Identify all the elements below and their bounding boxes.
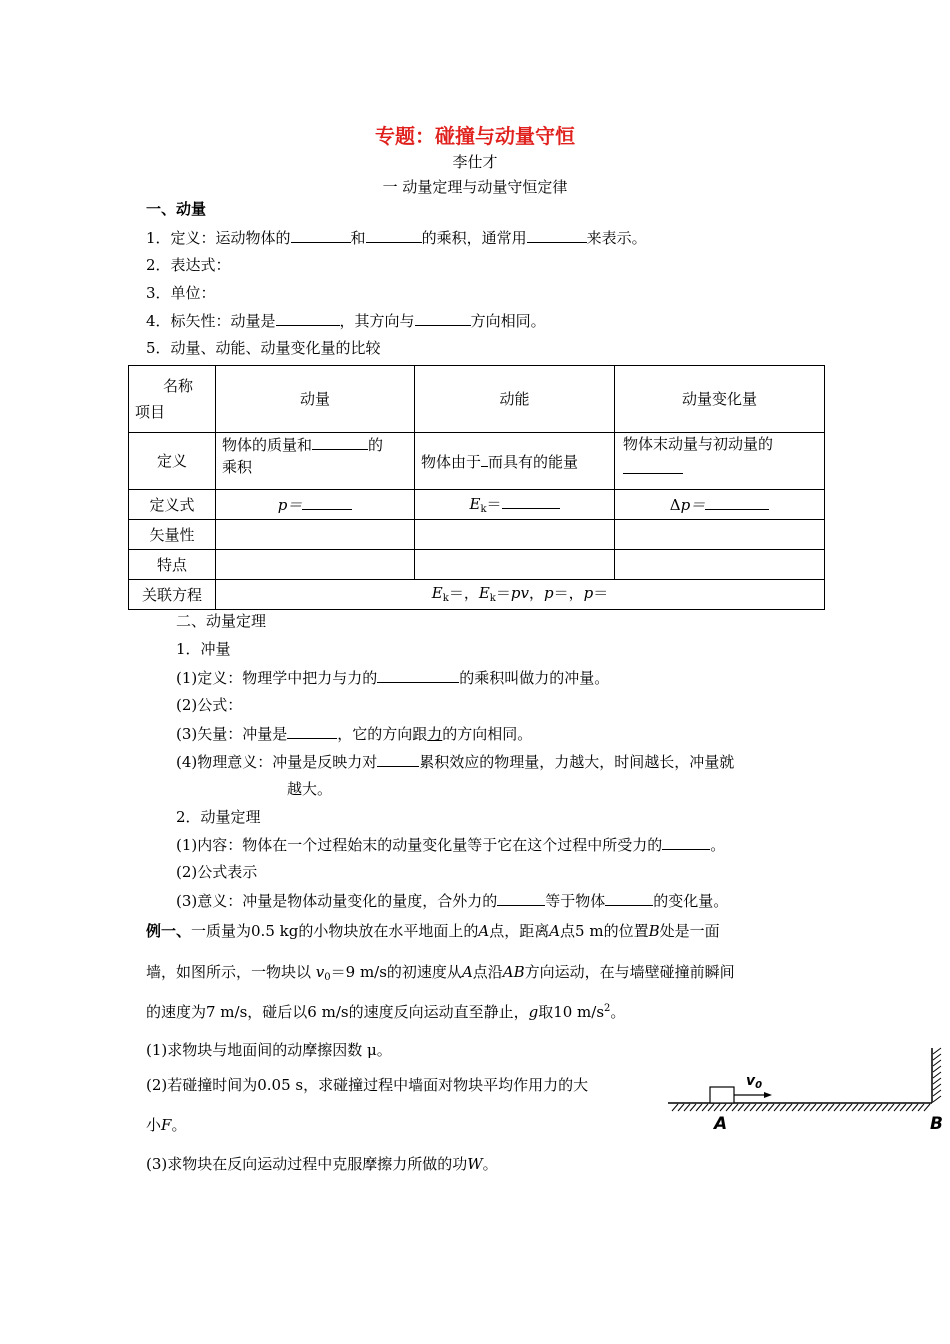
hatch-mark <box>918 1104 924 1111</box>
text: (1)内容：物体在一个过程始末的动量变化量等于它在这个过程中所受力的 <box>176 836 663 854</box>
question-1: (1)求物块与地面间的动摩擦因数 μ。 <box>146 1041 392 1059</box>
text: 的乘积叫做力的冲量。 <box>459 669 610 687</box>
cell-empty <box>415 550 615 580</box>
ground-hatch <box>668 1103 932 1111</box>
text: 取10 m/s <box>538 1003 605 1021</box>
text: 乘积 <box>222 458 253 476</box>
blank <box>377 752 419 767</box>
question-2-cont <box>146 1116 186 1134</box>
point-a-label: A <box>714 1114 728 1134</box>
text: 处是一面 <box>659 922 720 940</box>
hatch-mark <box>834 1104 840 1111</box>
page-title: 专题：碰撞与动量守恒 <box>375 124 575 148</box>
hatch-mark <box>864 1104 870 1111</box>
hatch-mark <box>786 1104 792 1111</box>
blank <box>377 668 459 683</box>
ground-hatches <box>672 1104 930 1111</box>
text: ＝， <box>553 584 584 602</box>
text: ＝ <box>486 494 502 513</box>
hatch-mark <box>702 1104 708 1111</box>
example-label: 例一、 <box>146 922 192 940</box>
hatch-mark <box>933 1078 941 1084</box>
text: 1．定义：运动物体的 <box>146 229 291 247</box>
text: p <box>543 584 554 602</box>
row-label-formula: 定义式 <box>129 490 216 520</box>
wall-hatches <box>933 1048 941 1102</box>
theorem-content <box>176 835 725 854</box>
text: 0 <box>755 1080 763 1091</box>
author: 李仕才 <box>452 153 498 171</box>
row-label-relation: 关联方程 <box>129 580 216 610</box>
theorem-heading: 2．动量定理 <box>176 808 261 826</box>
hatch-mark <box>756 1104 762 1111</box>
block <box>710 1087 734 1103</box>
blank <box>502 494 560 509</box>
blank <box>497 891 545 906</box>
text: A <box>478 922 490 940</box>
text: 和 <box>350 229 366 247</box>
impulse-meaning <box>176 752 734 771</box>
text: 等于物体 <box>545 892 606 910</box>
header-momentum-change: 动量变化量 <box>615 366 825 433</box>
subtitle: 一 动量定理与动量守恒定律 <box>382 178 568 196</box>
text: E <box>431 584 443 602</box>
hatch-mark <box>708 1104 714 1111</box>
impulse-meaning-cont: 越大。 <box>287 780 333 798</box>
point-b-label: B <box>930 1114 943 1134</box>
hatch-mark <box>828 1104 834 1111</box>
hatch-mark <box>780 1104 786 1111</box>
hatch-mark <box>690 1104 696 1111</box>
hatch-mark <box>816 1104 822 1111</box>
text: 的变化量。 <box>653 892 729 910</box>
text: ＝ <box>593 584 609 602</box>
text: 墙，如图所示，一物块以 <box>146 963 316 981</box>
hatch-mark <box>933 1072 941 1078</box>
text: 物体的质量和 <box>222 436 313 454</box>
cell-empty <box>615 520 825 550</box>
text: pv <box>510 584 529 602</box>
hatch-mark <box>933 1084 941 1090</box>
text: 。 <box>482 1155 498 1173</box>
hatch-mark <box>714 1104 720 1111</box>
text: 。 <box>610 1003 626 1021</box>
row-label-vector: 矢量性 <box>129 520 216 550</box>
text: A <box>549 922 561 940</box>
hatch-mark <box>888 1104 894 1111</box>
text: 0 <box>324 972 331 983</box>
wall <box>932 1048 941 1103</box>
hatch-mark <box>933 1060 941 1066</box>
impulse-vector <box>176 724 532 743</box>
text: 点，距离 <box>489 922 550 940</box>
text: E <box>469 494 481 513</box>
blank <box>276 311 340 326</box>
text: 物体末动量与初动量的 <box>623 435 774 453</box>
text: E <box>478 584 490 602</box>
example-line-2 <box>146 963 735 984</box>
blank <box>291 228 351 243</box>
hatch-mark <box>768 1104 774 1111</box>
cell-def-change <box>615 433 825 490</box>
theorem-formula: (2)公式表示 <box>176 863 258 881</box>
hatch-mark <box>750 1104 756 1111</box>
hatch-mark <box>732 1104 738 1111</box>
hatch-mark <box>678 1104 684 1111</box>
hatch-mark <box>846 1104 852 1111</box>
hatch-mark <box>696 1104 702 1111</box>
blank <box>415 311 471 326</box>
hatch-mark <box>933 1054 941 1060</box>
text: 点5 m的位置 <box>560 922 649 940</box>
cell-empty <box>216 550 415 580</box>
blank <box>605 891 653 906</box>
text: ＝， <box>448 584 479 602</box>
corner-top: 名称 <box>163 377 194 395</box>
header-kinetic-energy: 动能 <box>415 366 615 433</box>
hatch-mark <box>762 1104 768 1111</box>
hatch-mark <box>810 1104 816 1111</box>
expression-line: 2．表达式： <box>146 256 231 274</box>
cell-formula-change <box>615 490 825 520</box>
text: 。 <box>171 1116 187 1134</box>
hatch-mark <box>840 1104 846 1111</box>
table-header-row <box>129 366 825 433</box>
text: p＝ <box>277 496 303 514</box>
table-row-vector <box>129 520 825 550</box>
hatch-mark <box>798 1104 804 1111</box>
definition-line <box>146 228 647 247</box>
blank <box>662 835 710 850</box>
blank <box>366 228 422 243</box>
hatch-mark <box>912 1104 918 1111</box>
corner-cell <box>129 366 216 433</box>
hatch-mark <box>933 1090 941 1096</box>
hatch-mark <box>822 1104 828 1111</box>
text: g <box>528 1003 539 1021</box>
text: ，它的方向跟 <box>337 725 428 743</box>
text: k <box>480 503 487 515</box>
text: (1)定义：物理学中把力与力的 <box>176 669 378 687</box>
hatch-mark <box>726 1104 732 1111</box>
hatch-mark <box>852 1104 858 1111</box>
table-row-feature <box>129 550 825 580</box>
hatch-mark <box>924 1104 930 1111</box>
cell-empty <box>615 550 825 580</box>
text: p＝ <box>680 496 706 514</box>
text: 的 <box>368 436 384 454</box>
text: (4)物理意义：冲量是反映力对 <box>176 753 378 771</box>
blank <box>481 452 488 467</box>
block-wall-figure <box>660 1040 948 1140</box>
text: 2 <box>604 1003 611 1014</box>
text: 而具有的能量 <box>488 452 579 471</box>
hatch-mark <box>894 1104 900 1111</box>
cell-def-momentum <box>216 433 415 490</box>
hatch-mark <box>882 1104 888 1111</box>
text: ， <box>528 584 544 602</box>
text: AB <box>502 963 525 981</box>
hatch-mark <box>906 1104 912 1111</box>
text: F <box>161 1116 172 1134</box>
blank <box>312 435 368 450</box>
cell-empty <box>216 520 415 550</box>
text: (3)求物块在反向运动过程中克服摩擦力所做的功 <box>146 1155 468 1173</box>
blank <box>623 459 683 474</box>
section1-heading: 一、动量 <box>146 200 207 218</box>
text: p <box>583 584 594 602</box>
text: ＝ <box>495 584 511 602</box>
text: 来表示。 <box>586 229 647 247</box>
row-label-definition: 定义 <box>129 433 216 490</box>
example-line-3 <box>146 1003 625 1021</box>
vector-line <box>146 311 546 330</box>
velocity-arrowhead <box>764 1092 772 1098</box>
text: k <box>442 593 449 604</box>
text: 。 <box>710 836 726 854</box>
blank <box>287 724 337 739</box>
comparison-table <box>128 365 825 610</box>
text: 力 <box>427 725 443 743</box>
cell-relation <box>216 580 825 610</box>
impulse-definition <box>176 668 609 687</box>
comparison-line: 5．动量、动能、动量变化量的比较 <box>146 339 381 357</box>
text: 的方向相同。 <box>442 725 533 743</box>
cell-formula-kinetic <box>415 490 615 520</box>
table-row-relation <box>129 580 825 610</box>
cell-formula-momentum <box>216 490 415 520</box>
text: 一质量为0.5 kg的小物块放在水平地面上的 <box>191 922 479 940</box>
text: B <box>648 922 660 940</box>
text: 方向运动，在与墙壁碰撞前瞬间 <box>524 963 735 981</box>
text: Δ <box>669 496 681 514</box>
text: (3)意义：冲量是物体动量变化的量度，合外力的 <box>176 892 498 910</box>
hatch-mark <box>672 1104 678 1111</box>
text: v <box>315 963 325 981</box>
hatch-mark <box>774 1104 780 1111</box>
text: ＝9 m/s的初速度从 <box>330 963 462 981</box>
cell-def-kinetic <box>415 433 615 490</box>
impulse-formula: (2)公式： <box>176 696 243 714</box>
text: k <box>489 593 496 604</box>
hatch-mark <box>738 1104 744 1111</box>
hatch-mark <box>933 1096 941 1102</box>
hatch-mark <box>900 1104 906 1111</box>
question-2: (2)若碰撞时间为0.05 s，求碰撞过程中墙面对物块平均作用力的大 <box>146 1076 589 1094</box>
cell-empty <box>415 520 615 550</box>
table-row-formula <box>129 490 825 520</box>
unit-line: 3．单位： <box>146 284 216 302</box>
corner-bottom: 项目 <box>135 403 166 421</box>
velocity-label <box>746 1073 762 1091</box>
hatch-mark <box>933 1066 941 1072</box>
blank <box>705 495 769 510</box>
text: 4．标矢性：动量是 <box>146 312 276 330</box>
text: W <box>467 1155 483 1173</box>
text: 小 <box>146 1116 162 1134</box>
hatch-mark <box>684 1104 690 1111</box>
table-row-definition <box>129 433 825 490</box>
section2-heading: 二、动量定理 <box>176 612 267 630</box>
text: 的乘积，通常用 <box>421 229 527 247</box>
text: v <box>746 1073 756 1089</box>
text: 累积效应的物理量，力越大，时间越长，冲量就 <box>419 753 735 771</box>
example-line-1 <box>146 922 720 940</box>
blank <box>302 495 352 510</box>
blank <box>527 228 587 243</box>
text: 方向相同。 <box>470 312 546 330</box>
text: (3)矢量：冲量是 <box>176 725 288 743</box>
hatch-mark <box>792 1104 798 1111</box>
hatch-mark <box>933 1048 941 1054</box>
text: ，其方向与 <box>339 312 415 330</box>
text: A <box>461 963 473 981</box>
hatch-mark <box>720 1104 726 1111</box>
hatch-mark <box>858 1104 864 1111</box>
text: 物体由于 <box>421 452 482 471</box>
hatch-mark <box>876 1104 882 1111</box>
hatch-mark <box>744 1104 750 1111</box>
theorem-meaning <box>176 891 728 910</box>
row-label-feature: 特点 <box>129 550 216 580</box>
text: 的速度为7 m/s，碰后以6 m/s的速度反向运动直至静止， <box>146 1003 529 1021</box>
text: 点沿 <box>472 963 503 981</box>
impulse-heading: 1．冲量 <box>176 640 231 658</box>
question-3 <box>146 1155 498 1173</box>
hatch-mark <box>804 1104 810 1111</box>
header-momentum: 动量 <box>216 366 415 433</box>
hatch-mark <box>870 1104 876 1111</box>
